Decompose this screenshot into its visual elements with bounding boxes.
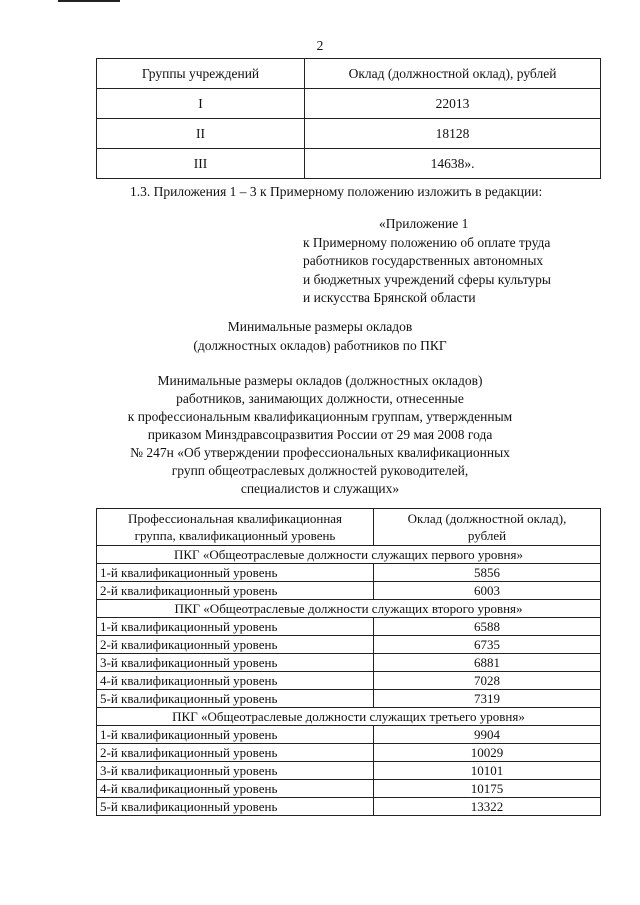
appendix-line: к Примерному положению об оплате труда [303,234,551,250]
group-title: ПКГ «Общеотраслевые должности служащих третьего уровня» [97,708,601,726]
section-subtitle [0,372,640,498]
salary-cell: 5856 [374,564,601,582]
table-row [97,726,601,744]
group-title-row [97,546,601,564]
table-row [97,672,601,690]
salary-cell: 6881 [374,654,601,672]
level-cell: 1-й квалификационный уровень [97,726,374,744]
subtitle-line: работников, занимающих должности, отнесенные [176,391,464,406]
appendix-line: и бюджетных учреждений сферы культуры [303,271,552,287]
level-cell: 4-й квалификационный уровень [97,672,374,690]
salary-cell: 13322 [374,798,601,816]
table-row [97,582,601,600]
group-title-row [97,600,601,618]
table-row [97,654,601,672]
appendix-line: «Приложение 1 [379,216,469,231]
header-line: группа, квалификационный уровень [134,528,336,543]
group-cell: II [97,119,305,149]
section-title [0,318,640,355]
group-title: ПКГ «Общеотраслевые должности служащих второго уровня» [97,600,601,618]
salary-cell: 6588 [374,618,601,636]
table-row [97,564,601,582]
salary-cell: 7028 [374,672,601,690]
paragraph-1-3: 1.3. Приложения 1 – 3 к Примерному положению изложить в редакции: [130,184,543,199]
table-row [97,149,601,179]
title-line: (должностных окладов) работников по ПКГ [193,337,447,353]
subtitle-line: специалистов и служащих» [240,481,400,496]
appendix-line: и искусства Брянской области [303,290,476,305]
page-number: 2 [316,38,324,53]
salary-cell: 18128 [305,119,601,149]
appendix-header [303,215,551,308]
table-row [97,780,601,798]
appendix-line: работников государственных автономных [303,253,544,268]
subtitle-line: № 247н «Об утверждении профессиональных квалификационных [130,445,510,460]
table-row [97,762,601,780]
salary-cell: 14638». [305,149,601,179]
group-cell: III [97,149,305,179]
salary-cell: 10101 [374,762,601,780]
table-row [97,636,601,654]
salary-cell: 6003 [374,582,601,600]
pkg-salary-table [96,508,601,816]
level-cell: 5-й квалификационный уровень [97,798,374,816]
level-cell: 2-й квалификационный уровень [97,744,374,762]
subtitle-line: приказом Минздравсоцразвития России от 29 мая 2008 года [147,427,493,442]
header-line: Оклад (должностной оклад), [407,511,567,526]
header-line: рублей [467,528,507,543]
table-row [97,618,601,636]
salary-cell: 22013 [305,89,601,119]
top-rule-line [58,0,120,2]
level-cell: 1-й квалификационный уровень [97,618,374,636]
salary-cell: 10029 [374,744,601,762]
level-cell: 2-й квалификационный уровень [97,636,374,654]
table-header-row [97,509,601,546]
group-cell: I [97,89,305,119]
table-row [97,690,601,708]
level-cell: 5-й квалификационный уровень [97,690,374,708]
salary-cell: 7319 [374,690,601,708]
salary-cell: 9904 [374,726,601,744]
salary-cell: 10175 [374,780,601,798]
title-line: Минимальные размеры окладов [227,319,413,334]
table-header-row [97,59,601,89]
salary-by-group-table [96,58,601,179]
group-title: ПКГ «Общеотраслевые должности служащих первого уровня» [97,546,601,564]
header-line: Профессиональная квалификационная [127,511,343,526]
level-cell: 4-й квалификационный уровень [97,780,374,798]
level-cell: 1-й квалификационный уровень [97,564,374,582]
level-cell: 3-й квалификационный уровень [97,654,374,672]
header-salary: Оклад (должностной оклад), рублей [305,59,601,89]
header-groups: Группы учреждений [97,59,305,89]
header-salary [374,509,601,546]
subtitle-line: Минимальные размеры окладов (должностных окладов) [157,373,483,388]
group-title-row [97,708,601,726]
header-pkg [97,509,374,546]
subtitle-line: групп общеотраслевых должностей руководителей, [171,463,469,478]
table-row [97,89,601,119]
salary-cell: 6735 [374,636,601,654]
table-row [97,798,601,816]
level-cell: 3-й квалификационный уровень [97,762,374,780]
subtitle-line: к профессиональным квалификационным группам, утвержденным [127,409,513,424]
table-row [97,119,601,149]
level-cell: 2-й квалификационный уровень [97,582,374,600]
table-row [97,744,601,762]
